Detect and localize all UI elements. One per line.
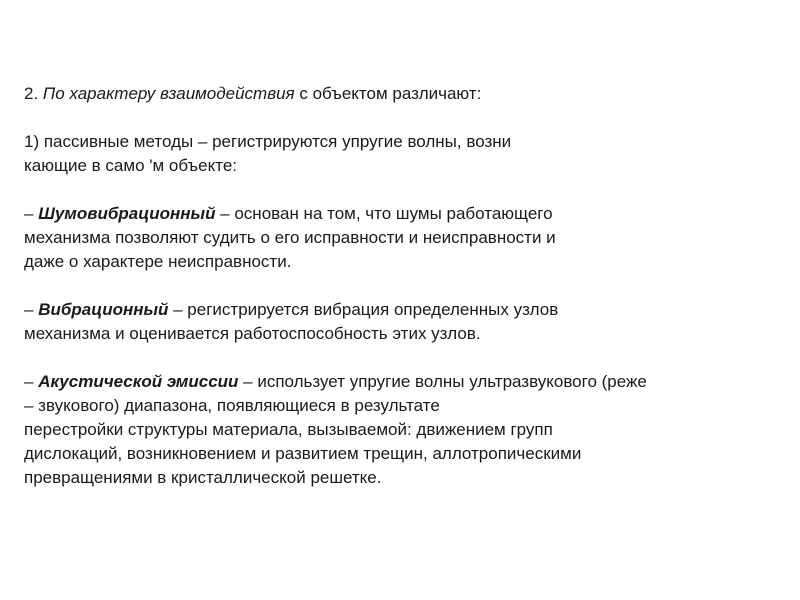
noise-term: Шумовибрационный: [38, 204, 216, 223]
noise-dash: –: [24, 204, 39, 223]
vibration-term: Вибрационный: [38, 300, 169, 319]
acoustic-line-1-rest: – использует упругие волны ультразвукового (реже: [238, 372, 647, 391]
acoustic-line-5: превращениями в кристаллической решетке.: [24, 468, 382, 487]
heading-number: 2.: [24, 84, 43, 103]
acoustic-line-3: перестройки структуры материала, вызываемой: движением групп: [24, 420, 553, 439]
acoustic-line-1: [24, 370, 784, 394]
heading-rest: с объектом различают:: [294, 84, 482, 103]
acoustic-line-2: – звукового) диапазона, появляющиеся в результате: [24, 396, 440, 415]
spacer: [24, 346, 784, 370]
vibration-dash: –: [24, 300, 39, 319]
vibration-line-1-rest: – регистрируется вибрация определенных узлов: [168, 300, 559, 319]
noise-line-1-rest: – основан на том, что шумы работающего: [215, 204, 553, 223]
heading-italic: По характеру взаимодействия: [42, 84, 295, 103]
spacer: [24, 178, 784, 202]
vibration-line-2: механизма и оценивается работоспособность этих узлов.: [24, 324, 481, 343]
passive-line-1: 1) пассивные методы – регистрируются упругие волны, возни: [24, 132, 512, 151]
passive-line-2: кающие в само 'м объекте:: [24, 156, 238, 175]
spacer: [24, 106, 784, 130]
spacer: [24, 274, 784, 298]
noise-line-2: механизма позволяют судить о его исправности и неисправности и: [24, 228, 556, 247]
noise-line-1: [24, 202, 784, 226]
acoustic-term: Акустической эмиссии: [38, 372, 239, 391]
noise-line-3: даже о характере неисправности.: [24, 252, 292, 271]
acoustic-line-4: дислокаций, возникновением и развитием трещин, аллотропическими: [24, 444, 582, 463]
heading-line: [24, 82, 784, 106]
slide-text: [24, 82, 784, 490]
acoustic-dash: –: [24, 372, 39, 391]
vibration-line-1: [24, 298, 784, 322]
